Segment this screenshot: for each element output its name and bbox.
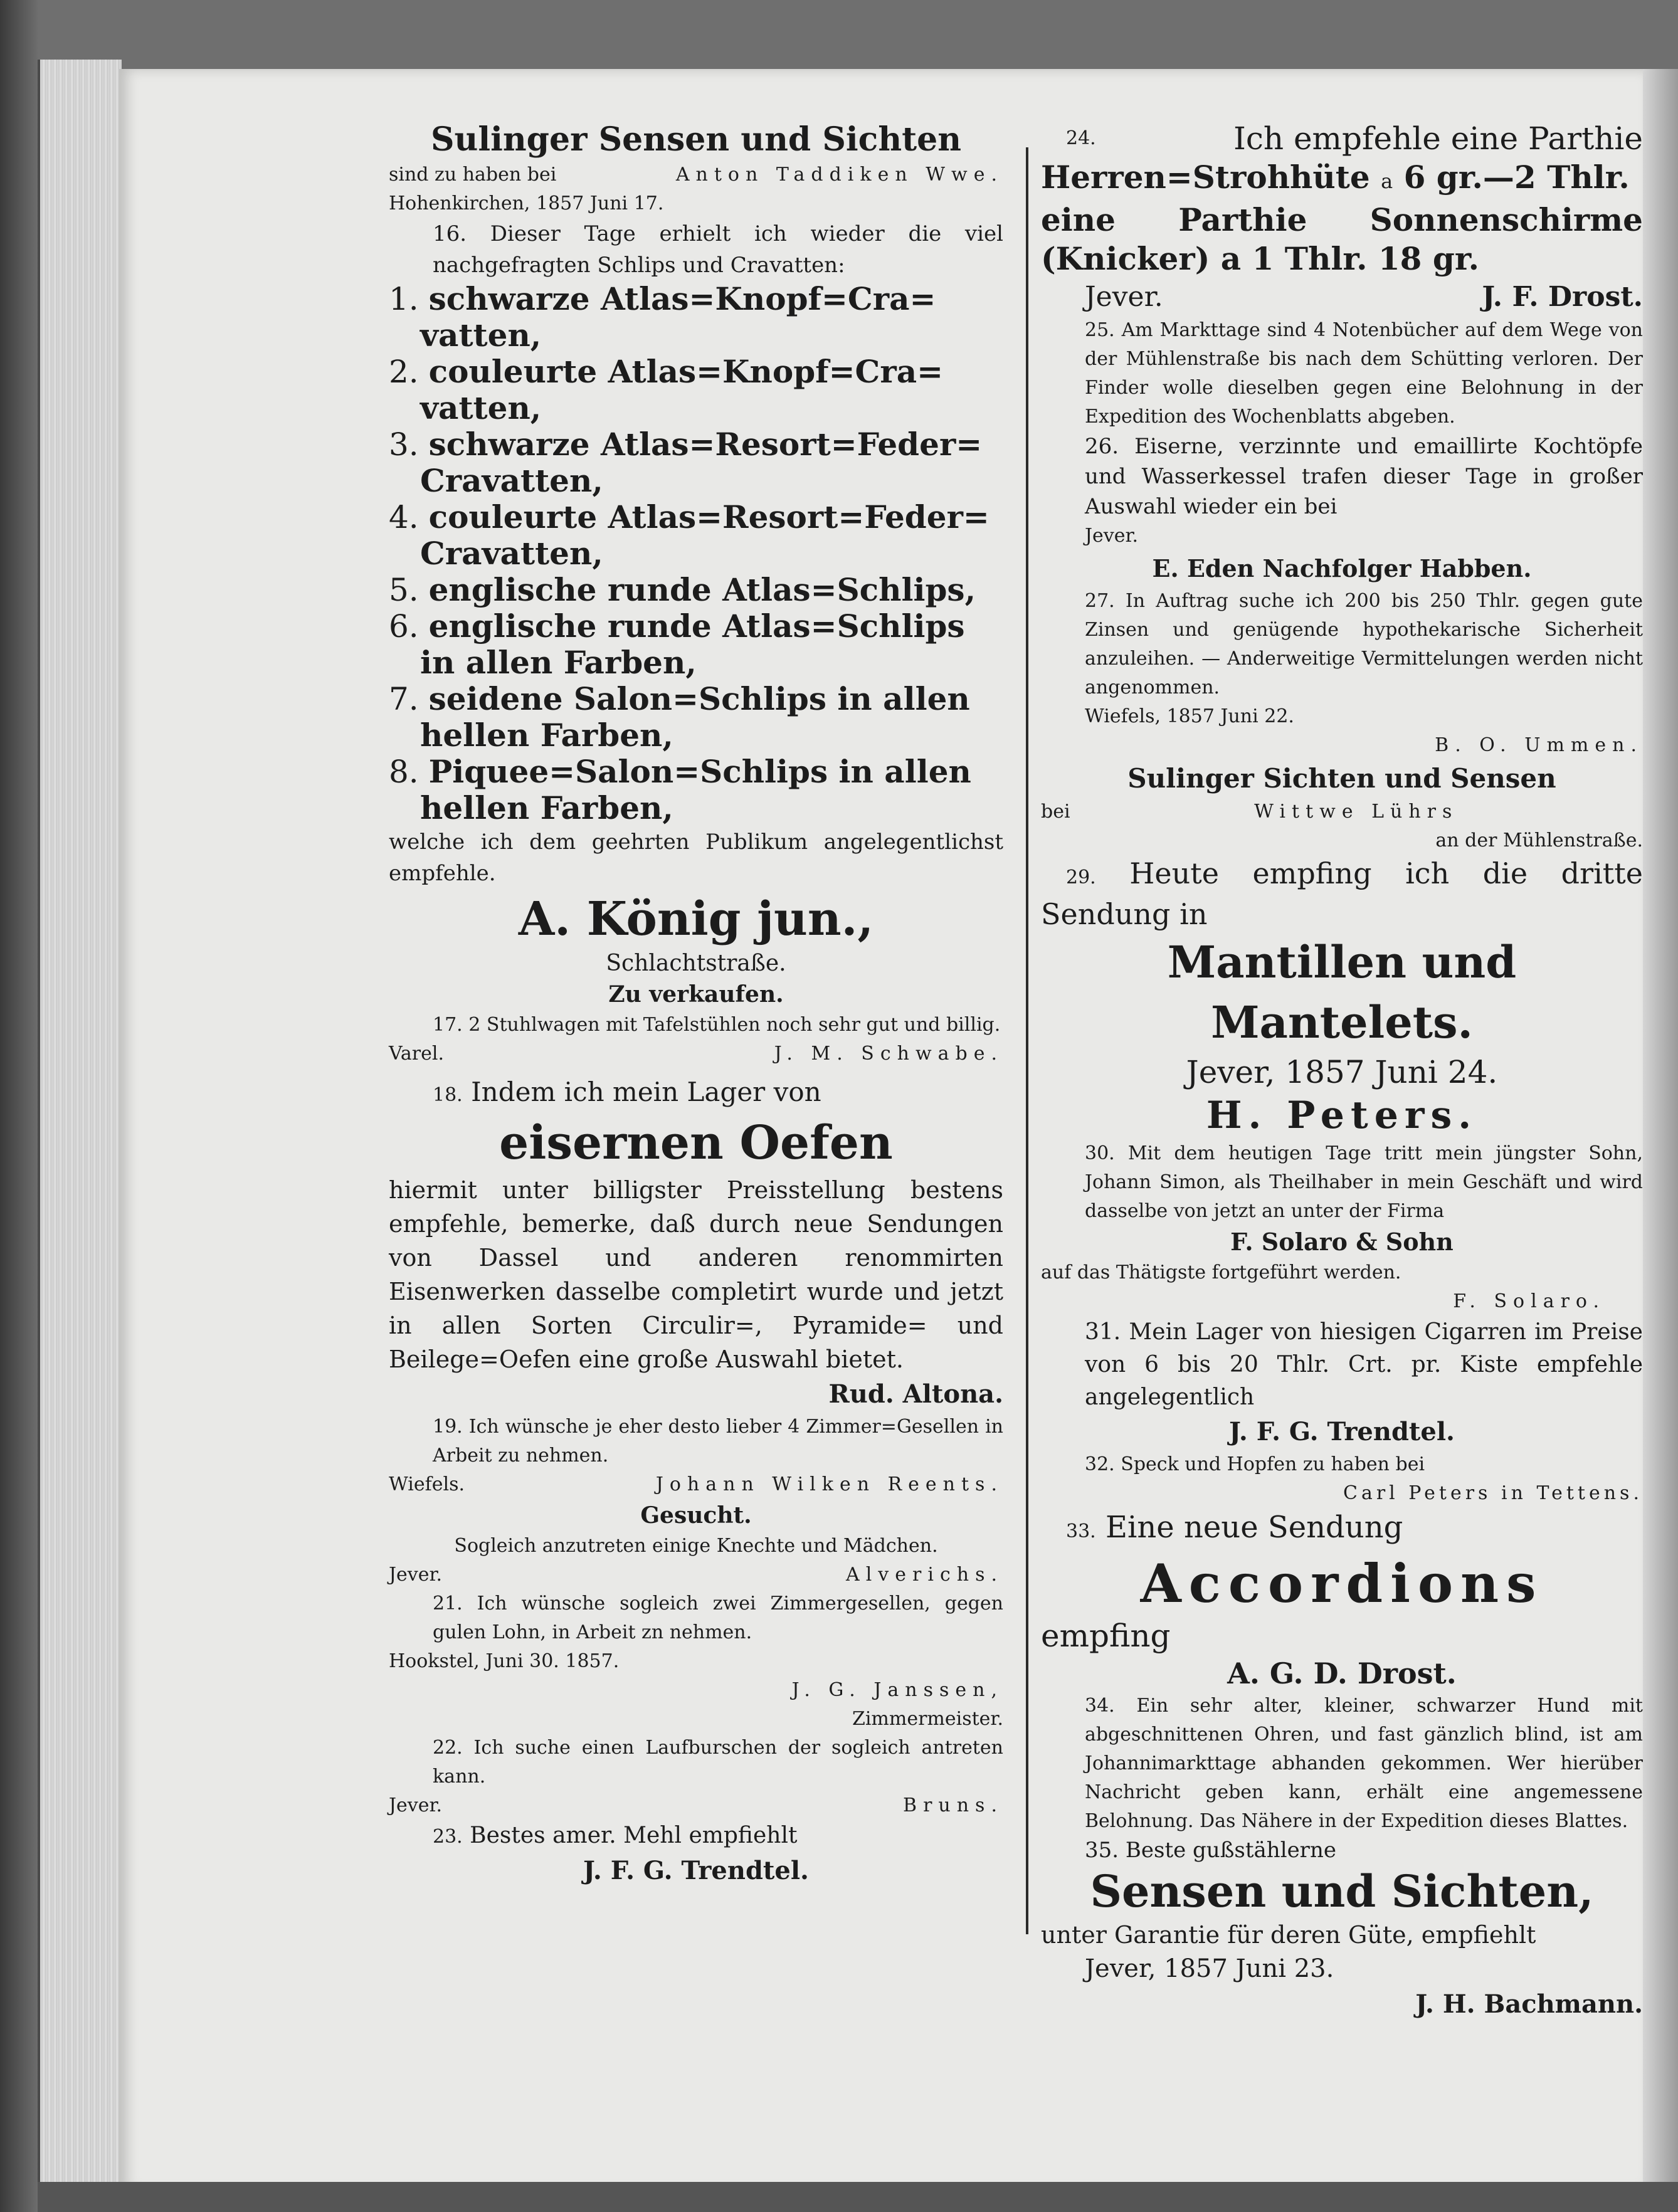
list-item: 4. couleurte Atlas=Resort=Feder= xyxy=(389,498,989,535)
advertiser-name: A. König jun., xyxy=(518,892,874,946)
ad-headline: Accordions xyxy=(1140,1552,1544,1614)
ad-31: 31. Mein Lager von hiesigen Cigarren im Preise von 6 bis 20 Thlr. Crt. pr. Kiste empfehle angelegentlich J. F. G. Trendtel. xyxy=(1085,1319,1643,1446)
list-item: 5. englische runde Atlas=Schlips, xyxy=(389,571,976,608)
book-page-edges xyxy=(38,60,122,2188)
ad-26: 26. Eiserne, verzinnte und emaillirte Kochtöpfe und Wasserkessel trafen dieser Tage in großer Auswahl wieder ein bei Jever. E. Eden Nachfolger Habben. xyxy=(1085,434,1644,582)
ad-35: 35. Beste gußstählerne Sensen und Sichten, unter Garantie für deren Güte, empfiehlt Jever, 1857 Juni 23. J. H. Bachmann. xyxy=(1041,1838,1643,2019)
ad-30: 30. Mit dem heutigen Tage tritt mein jüngster Sohn, Johann Simon, als Theilhaber in mein Geschäft und wird dasselbe von jetzt an unter der Firma F. Solaro & Sohn auf das Thätigste fortgeführt werden. F. Solaro. xyxy=(1041,1142,1643,1312)
page-bottom-shadow xyxy=(38,2182,1678,2212)
list-item: 6. englische runde Atlas=Schlips xyxy=(389,608,965,645)
ad-headline: eisernen Oefen xyxy=(499,1116,893,1170)
ad-19: 19. Ich wünsche je eher desto lieber 4 Zimmer=Gesellen in Arbeit zu nehmen. Wiefels. Johann Wilken Reents. xyxy=(389,1416,1003,1495)
ad-27: 27. In Auftrag suche ich 200 bis 250 Thlr. gegen gute Zinsen und genügende hypothekarische Sicherheit anzuleihen. — Anderweitige Vermittelungen werden nicht angenommen. Wiefels, 1857 Juni 22. B. O. Ummen. xyxy=(1085,590,1643,756)
ad-headline: Sensen und Sichten, xyxy=(1090,1865,1594,1917)
ad-16: 16. Dieser Tage erhielt ich wieder die viel nachgefragten Schlips und Cravatten: 1. schwarze Atlas=Knopf=Cra= vatten, 2. couleurte Atlas=Knopf=Cra= vatten, 3. schwarze Atlas=Resort=Feder= Cravatten, 4. couleurte Atlas=Resort=Feder= Cravatten, 5. englische runde Atlas=Schlips, 6. englische runde Atlas=Schlips in allen Farben, 7. seidene Salon=Schlips in allen hellen Farben, 8. Piquee=Salon=Schlips in allen hellen Farben, welche ich dem geehrten Publikum angelegentlichst empfehle. A. König jun., Schlachtstraße. xyxy=(389,221,1004,976)
ad-32: 32. Speck und Hopfen zu haben bei Carl Peters in Tettens. xyxy=(1085,1453,1643,1504)
ad-34: 34. Ein sehr alter, kleiner, schwarzer Hund mit abgeschnittenen Ohren, und fast gänzlich blind, ist am Johannimarkttage abhanden gekommen. Wer hierüber Nachricht geben kann, erhält eine angemessene Belohnung. Das Nähere in der Expedition dieses Blattes. xyxy=(1085,1695,1643,1832)
ad-24: 24. Ich empfehle eine Parthie Herren=Strohhüte a 6 gr.—2 Thlr. eine Parthie Sonnenschirme (Knicker) a 1 Thlr. 18 gr. Jever. J. F. Drost. xyxy=(1041,120,1643,313)
right-column xyxy=(1041,119,1643,2023)
ad-headline: Mantillen und Mantelets. xyxy=(1167,936,1517,1048)
ad-title: Sulinger Sensen und Sichten xyxy=(430,120,962,159)
ad-23: 23. Bestes amer. Mehl empfiehlt J. F. G. Trendtel. xyxy=(433,1823,809,1885)
column-divider xyxy=(1026,147,1028,1934)
ad-17: Zu verkaufen. 17. 2 Stuhlwagen mit Tafelstühlen noch sehr gut und billig. Varel. J. M. Schwabe. xyxy=(389,981,1003,1065)
ad-21: 21. Ich wünsche sogleich zwei Zimmergesellen, gegen gulen Lohn, in Arbeit zn nehmen. Hookstel, Juni 30. 1857. J. G. Janssen, Zimmermeister. xyxy=(389,1593,1003,1730)
ad-20: Gesucht. Sogleich anzutreten einige Knechte und Mädchen. Jever. Alverichs. xyxy=(389,1502,1003,1586)
ad-33: 33. Eine neue Sendung Accordions empfing A. G. D. Drost. xyxy=(1041,1508,1643,1692)
list-item: 1. schwarze Atlas=Knopf=Cra= xyxy=(389,280,936,317)
ad-18: 18. Indem ich mein Lager von eisernen Oefen hiermit unter billigster Preisstellung bestens empfehle, bemerke, daß durch neue Sendungen von Dassel und anderen renommirten Eisenwerken dasselbe completirt wurde und jetzt in allen Sorten Circulir=, Pyramide= und Beilege=Oefen eine große Auswahl bietet. Rud. Altona. xyxy=(389,1077,1003,1409)
book-spine-shadow xyxy=(0,0,38,2212)
ad-29: 29. Heute empfing ich die dritte Sendung in Mantillen und Mantelets. Jever, 1857 Juni 24. H. Peters. xyxy=(1041,856,1644,1137)
ad-28: Sulinger Sichten und Sensen bei Wittwe Lührs an der Mühlenstraße. xyxy=(1041,763,1643,851)
list-item: 8. Piquee=Salon=Schlips in allen xyxy=(389,753,971,790)
list-item: 2. couleurte Atlas=Knopf=Cra= xyxy=(389,353,943,390)
list-item: 3. schwarze Atlas=Resort=Feder= xyxy=(389,426,983,463)
list-item: 7. seidene Salon=Schlips in allen xyxy=(389,680,970,717)
left-column xyxy=(389,119,1003,1889)
ad-22: 22. Ich suche einen Laufburschen der sogleich antreten kann. Jever. Bruns. xyxy=(389,1737,1003,1816)
cravat-list: 1. schwarze Atlas=Knopf=Cra= vatten, 2. couleurte Atlas=Knopf=Cra= vatten, 3. schwarze Atlas=Resort=Feder= Cravatten, 4. couleurte Atlas=Resort=Feder= Cravatten, 5. englische runde Atlas=Schlips, 6. englische runde Atlas=Schlips in allen Farben, 7. seidene Salon=Schlips in allen hellen Farben, 8. Piquee=Salon=Schlips in allen hellen Farben, xyxy=(389,281,1003,826)
ad-sulinger-sensen: Sulinger Sensen und Sichten sind zu haben bei Anton Taddiken Wwe. Hohenkirchen, 1857 Juni 17. xyxy=(389,120,1003,214)
page-right-shadow xyxy=(1643,69,1678,2182)
ad-25: 25. Am Markttage sind 4 Notenbücher auf dem Wege von der Mühlenstraße bis nach dem Schütting verloren. Der Finder wolle dieselben gegen eine Belohnung in der Expedition des Wochenblatts abgeben. xyxy=(1085,319,1643,428)
